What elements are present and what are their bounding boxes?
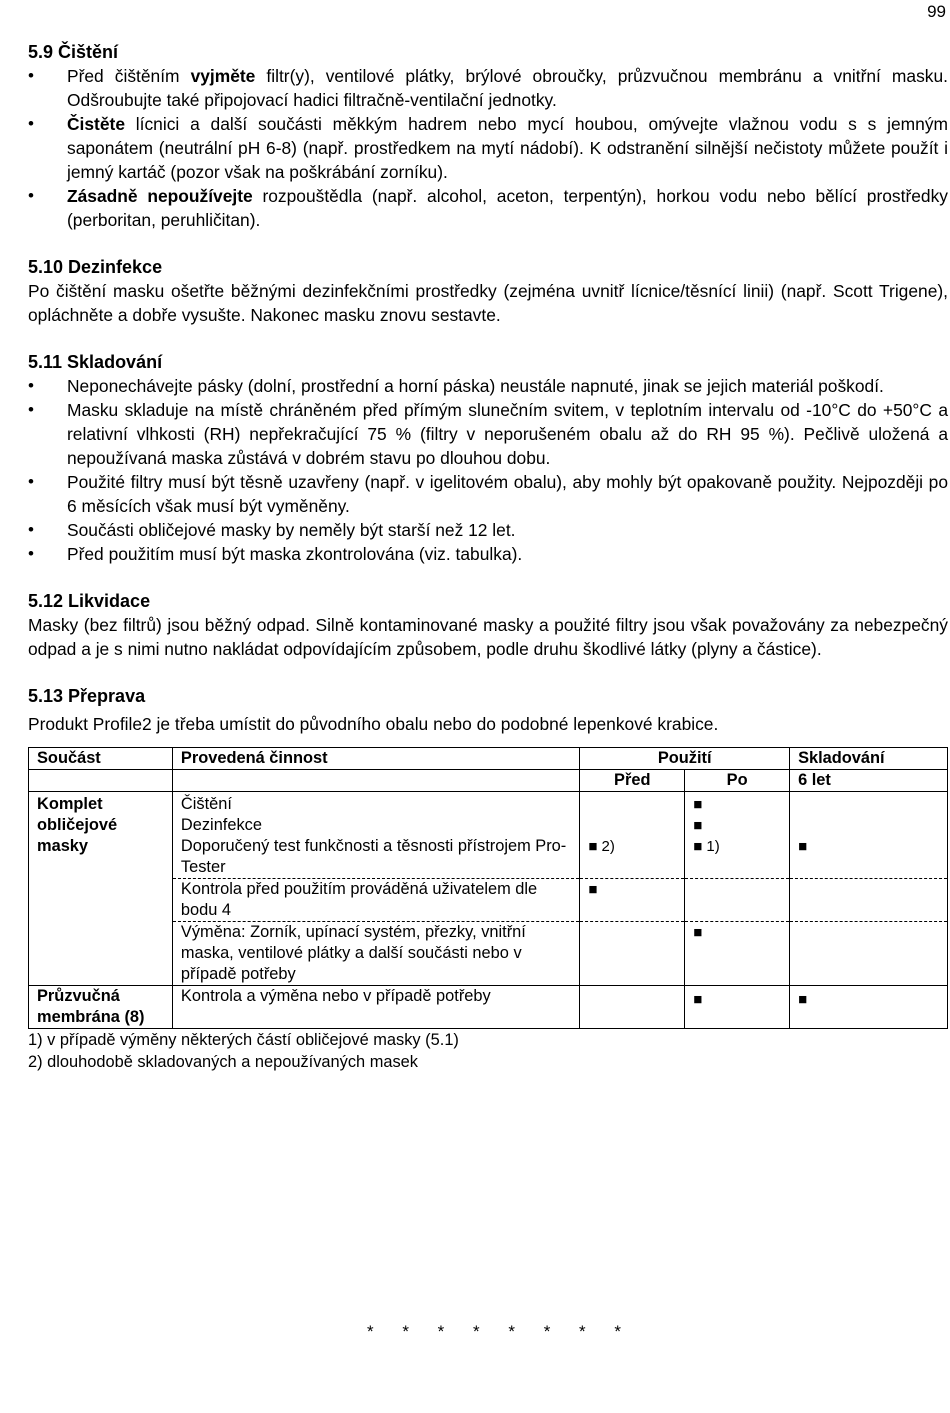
storage-cell: ■ [790, 986, 948, 1029]
after-cell: ■ [685, 986, 790, 1029]
action-cell: Kontrola a výměna nebo v případě potřeby [172, 986, 579, 1029]
after-cell: ■ [685, 922, 790, 986]
header-use: Použití [580, 748, 790, 770]
list-item: • Zásadně nepoužívejte rozpouštědla (např. alcohol, aceton, terpentýn), horkou vodu nebo bělící prostředky (perboritan, peruhličitan). [28, 184, 948, 232]
disposal-text: Masky (bez filtrů) jsou běžný odpad. Silně kontaminované masky a použité filtry jsou však považovány za nebezpečný odpad a je s nimi nutno nakládat odpovídajícím způsobem, podle druhu škodlivé látky (plyny a částice). [28, 615, 948, 659]
list-item: • Součásti obličejové masky by neměly být starší než 12 let. [28, 518, 948, 542]
table-header-row [29, 748, 948, 770]
header-6-years: 6 let [790, 770, 948, 792]
before-cell: ■ 2) [580, 792, 685, 879]
header-after: Po [685, 770, 790, 792]
list-item: • Před čištěním vyjměte filtr(y), ventilové plátky, brýlové obroučky, průzvučnou membránu a vnitřní masku. Odšroubujte také připojovací hadici filtračně-ventilační jednotky. [28, 64, 948, 112]
list-item: • Použité filtry musí být těsně uzavřeny (např. v igelitovém obalu), aby mohly být opakovaně použity. Nejpozději po 6 měsících však musí být vyměněny. [28, 470, 948, 518]
list-item: • Masku skladuje na místě chráněném před přímým slunečním svitem, v teplotním intervalu od -10°C do +50°C a relativní vlhkosti (RH) nepřekračující 75 % (filtry v neporušeném obalu až do RH 95 %). Pečlivě uložená a nepoužívaná maska zůstává v dobrém stavu po dlouhou dobu. [28, 398, 948, 470]
header-action: Provedená činnost [172, 748, 579, 770]
list-item: • Před použitím musí být maska zkontrolována (viz. tabulka). [28, 542, 948, 566]
table-subheader-row [29, 770, 948, 792]
header-part: Součást [29, 748, 173, 770]
end-marker: * * * * * * * * [367, 1322, 633, 1341]
footnote-1: 1) v případě výměny některých částí obličejové masky (5.1) [28, 1031, 459, 1049]
list-item: • Čistěte lícnici a další součásti měkkým hadrem nebo mycí houbou, omývejte vlažnou vodu s s jemným saponátem (neutrální pH 6-8) (např. prostředkem na mytí nádobí). K odstranění silnější nečistoty můžete použít i jemný kartáč (pozor však na poškrábání zorníku). [28, 112, 948, 184]
action-cell: Výměna: Zorník, upínací systém, přezky, vnitřní maska, ventilové plátky a další součásti nebo v případě potřeby [172, 922, 579, 986]
document-body [28, 40, 948, 1073]
part-face-mask: Komplet obličejové masky [29, 792, 173, 986]
header-before: Před [580, 770, 685, 792]
action-cell: Kontrola před použitím prováděná uživatelem dle bodu 4 [172, 879, 579, 922]
list-item: • Neponechávejte pásky (dolní, prostřední a horní páska) neustále napnuté, jinak se jejich materiál poškodí. [28, 374, 948, 398]
header-storage: Skladování [790, 748, 948, 770]
before-cell: ■ [580, 879, 685, 922]
section-title-cleaning: 5.9 Čištění [28, 42, 119, 62]
maintenance-table [28, 747, 948, 1029]
section-title-storage: 5.11 Skladování [28, 352, 163, 372]
action-cell: Čištění Dezinfekce Doporučený test funkčnosti a těsnosti přístrojem Pro-Tester [172, 792, 579, 879]
cleaning-list [28, 64, 948, 232]
table-row [29, 986, 948, 1029]
section-title-transport: 5.13 Přeprava [28, 686, 146, 706]
part-membrane: Průzvučná membrána (8) [29, 986, 173, 1029]
transport-text: Produkt Profile2 je třeba umístit do původního obalu nebo do podobné lepenkové krabice. [28, 714, 719, 734]
storage-cell: ■ [790, 792, 948, 879]
storage-list [28, 374, 948, 566]
footnote-2: 2) dlouhodobě skladovaných a nepoužívaných masek [28, 1053, 418, 1071]
page-number: 99 [927, 2, 946, 21]
section-title-disposal: 5.12 Likvidace [28, 591, 151, 611]
table-row [29, 792, 948, 879]
disinfection-text: Po čištění masku ošetřte běžnými dezinfekčními prostředky (zejména uvnitř lícnice/těsnící linii) (např. Scott Trigene), opláchněte a dobře vysušte. Nakonec masku znovu sestavte. [28, 281, 948, 325]
after-cell: ■ ■ ■ 1) [685, 792, 790, 879]
section-title-disinfection: 5.10 Dezinfekce [28, 257, 163, 277]
